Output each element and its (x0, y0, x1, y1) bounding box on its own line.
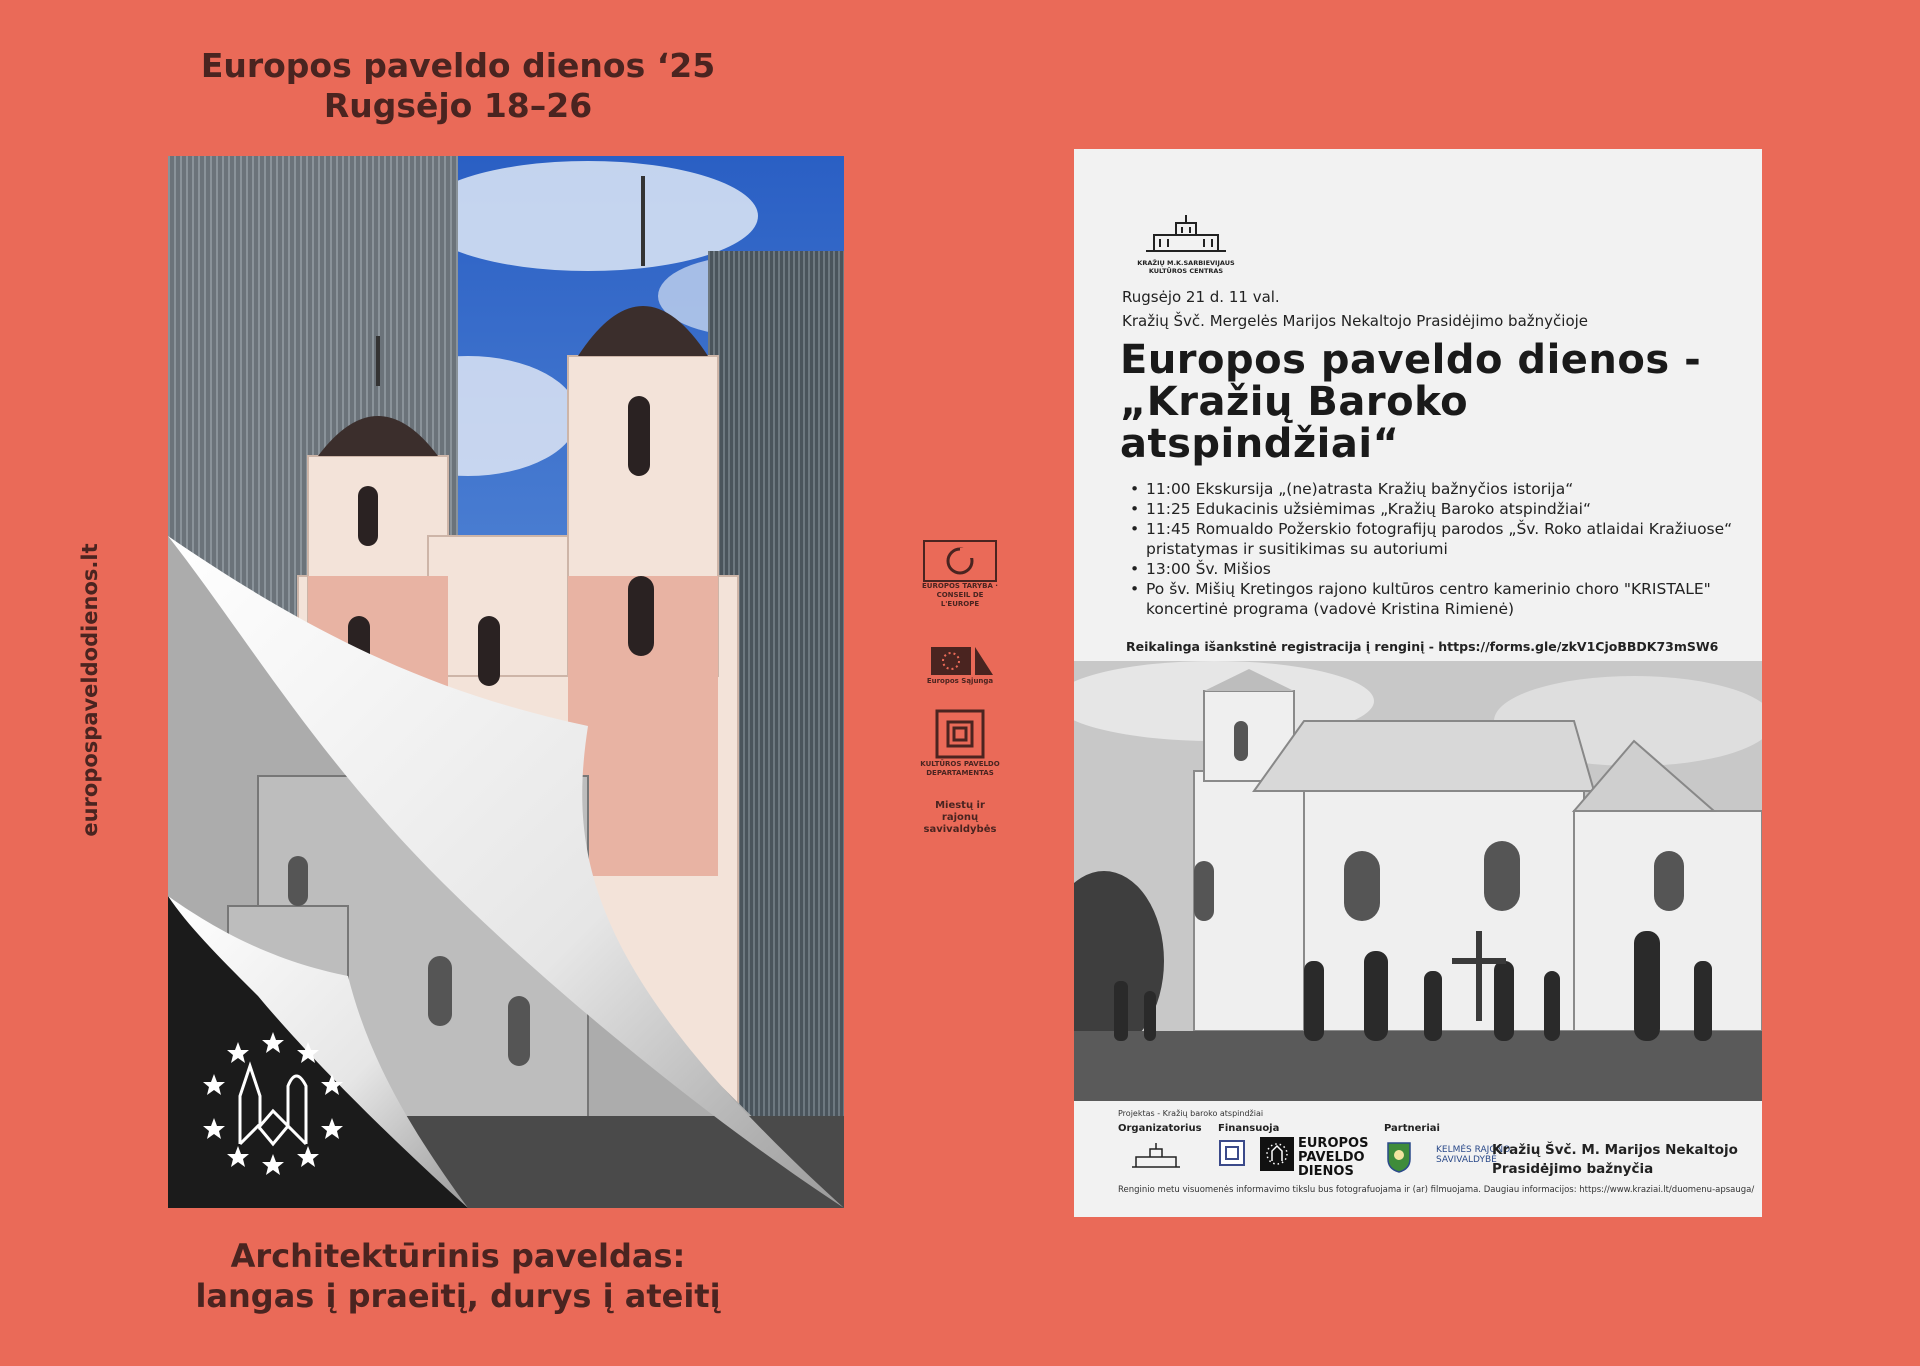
footer-line-2: langas į praeitį, durys į ateitį (195, 1277, 721, 1315)
organizer-logo (1136, 211, 1236, 275)
church-photo-image (1074, 661, 1762, 1101)
eu-flag-logo-icon (923, 643, 997, 677)
kpd-logo-icon (934, 708, 986, 760)
program-item: • 11:25 Edukacinis užsiėmimas „Kražių Baroko atspindžiai“ (1128, 499, 1748, 519)
church-line-2: Prasidėjimo bažnyčia (1492, 1161, 1654, 1177)
left-heading (168, 46, 748, 126)
organizer-logo-caption: KRAŽIŲ M.K.SARBIEVIJAUS KULTŪROS CENTRAS (1137, 259, 1235, 275)
heading-line-1: Europos paveldo dienos ‘25 (200, 46, 716, 85)
eu-caption: Europos Sąjunga (926, 677, 994, 685)
heading-line-2: Rugsėjo 18–26 (323, 86, 593, 125)
organizer-label: Organizatorius (1118, 1123, 1202, 1134)
church-line-1: Kražių Švč. M. Marijos Nekaltojo (1492, 1142, 1738, 1158)
church-partner (1492, 1141, 1738, 1179)
epd-line-2: PAVELDO (1298, 1150, 1365, 1165)
epd-wordmark (1298, 1137, 1368, 1179)
funder-label: Finansuoja (1218, 1123, 1280, 1134)
kelmes-line-1: KELMĖS RAJONO (1436, 1145, 1511, 1155)
title-line-2: „Kražių Baroko (1120, 379, 1469, 425)
project-label: Projektas - Kražių baroko atspindžiai (1118, 1109, 1264, 1118)
event-date-place (1122, 285, 1588, 333)
program-item: • 11:00 Ekskursija „(ne)atrasta Kražių bažnyčios istorija“ (1128, 479, 1748, 499)
side-url-text: europospaveldodienos.lt (78, 543, 102, 837)
sponsor-logos (920, 540, 1000, 836)
kpd-caption: KULTŪROS PAVELDO DEPARTAMENTAS (920, 760, 1000, 777)
title-line-3: atspindžiai“ (1120, 421, 1400, 467)
kelmes-line-2: SAVIVALDYBĖ (1436, 1155, 1497, 1165)
epd-small-logo-icon (1260, 1137, 1294, 1171)
program-item: • 13:00 Šv. Mišios (1128, 559, 1748, 579)
kpd-small-logo-icon (1218, 1139, 1246, 1173)
partners-label: Partneriai (1384, 1123, 1440, 1134)
title-line-1: Europos paveldo dienos - (1120, 337, 1702, 383)
epd-line-3: DIENOS (1298, 1164, 1354, 1179)
organizer-small-logo-icon (1126, 1139, 1186, 1173)
coe-caption: EUROPOS TARYBA · CONSEIL DE L'EUROPE (922, 582, 998, 608)
event-title (1120, 339, 1740, 465)
epd-star-logo-icon (198, 1026, 348, 1176)
side-url (70, 543, 110, 837)
event-place: Kražių Švč. Mergelės Marijos Nekaltojo Prasidėjimo bažnyčioje (1122, 312, 1589, 330)
building-logo-icon (1136, 211, 1236, 255)
church-collage-image (168, 156, 844, 1208)
municipalities-label: Miestų ir rajonų savivaldybės (923, 800, 997, 835)
council-of-europe-logo-icon (923, 540, 997, 582)
program-item: • 11:45 Romualdo Požerskio fotografijų parodos „Šv. Roko atlaidai Kražiuose“ pristatymas ir susitikimas su autoriumi (1128, 519, 1748, 559)
footer-line-1: Architektūrinis paveldas: (230, 1237, 686, 1275)
event-date: Rugsėjo 21 d. 11 val. (1122, 288, 1280, 306)
registration-note: Reikalinga išankstinė registracija į renginį - https://forms.gle/zkV1CjoBBDK73mSW6 (1126, 639, 1719, 654)
data-protection-note: Renginio metu visuomenės informavimo tikslu bus fotografuojama ir (ar) filmuojama. Daugiau informacijos: https://www.kraziai.lt/duomenu-apsauga/ (1118, 1185, 1755, 1195)
epd-line-1: EUROPOS (1298, 1136, 1369, 1151)
program-item: • Po šv. Mišių Kretingos rajono kultūros centro kamerinio choro "KRISTALE" koncertinė programa (vadovė Kristina Rimienė) (1128, 579, 1748, 619)
program-list (1128, 479, 1748, 619)
kelmes-coat-of-arms-icon (1386, 1141, 1412, 1173)
event-poster (1074, 149, 1762, 1217)
left-footer (168, 1236, 748, 1316)
